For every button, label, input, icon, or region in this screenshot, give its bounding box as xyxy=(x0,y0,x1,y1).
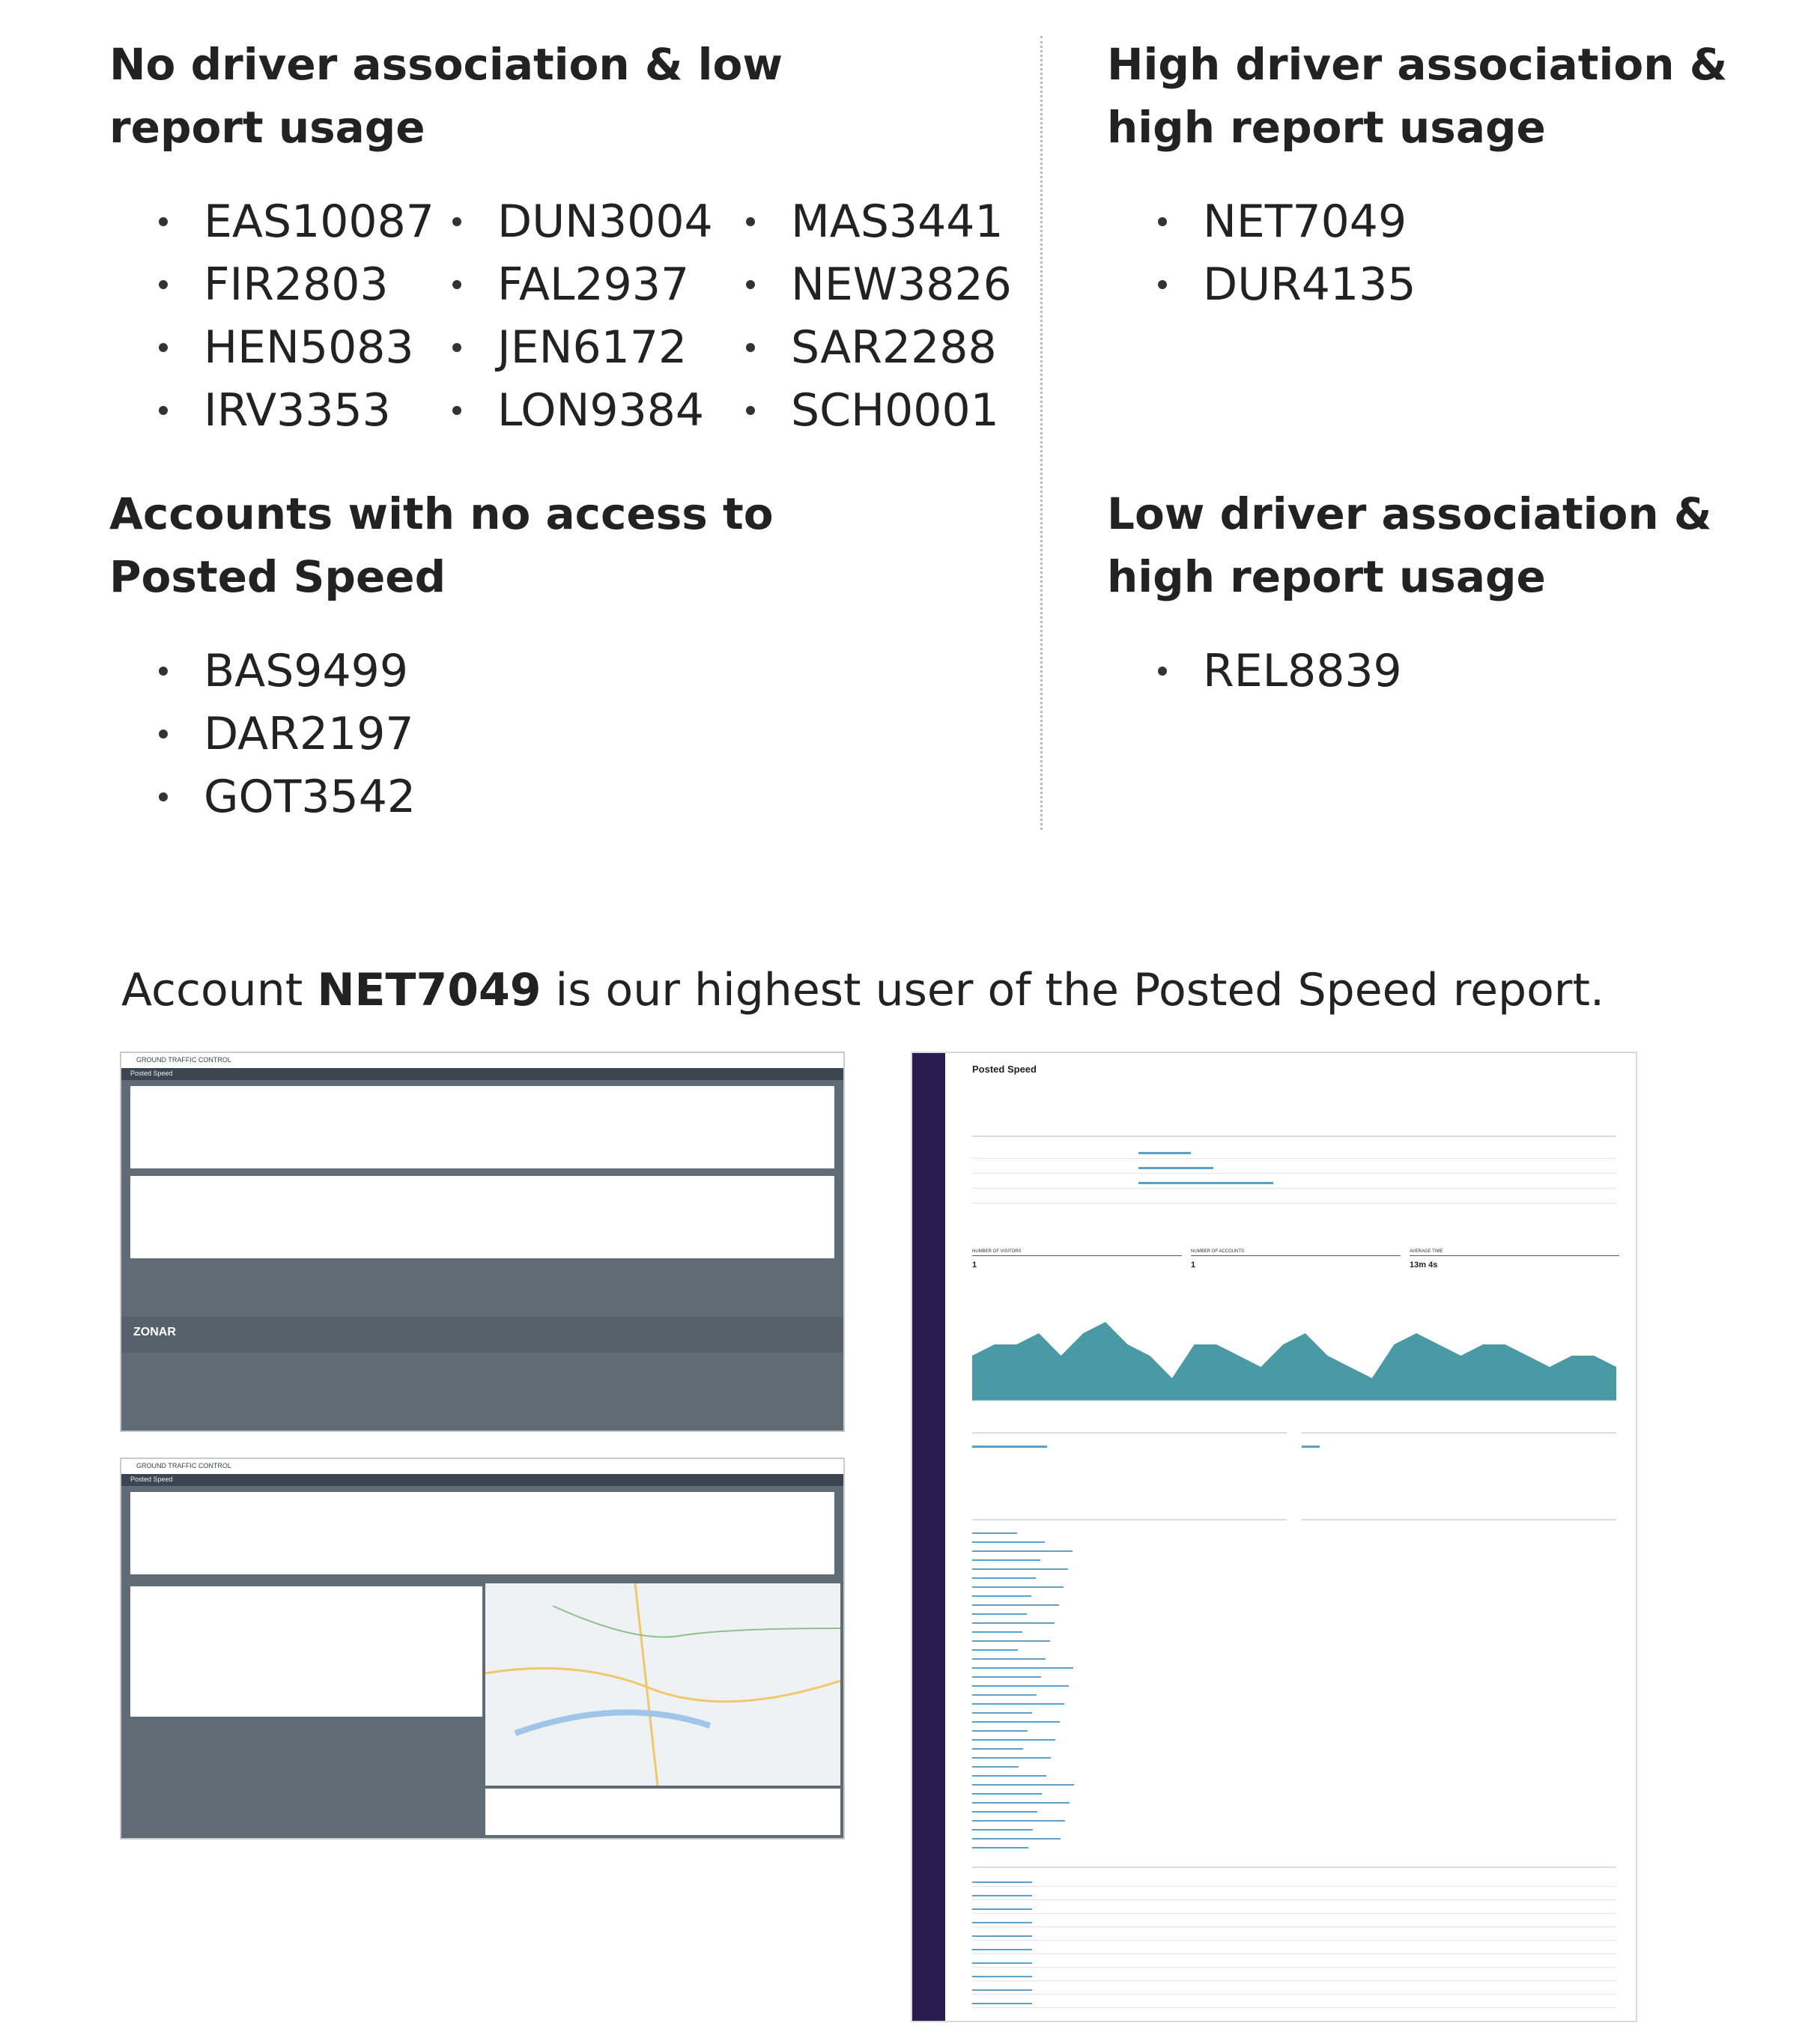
event-row-link[interactable] xyxy=(972,1962,1032,1964)
stat-label: AVERAGE TIME xyxy=(1410,1249,1619,1256)
feature-row-link[interactable] xyxy=(972,1658,1046,1660)
details-row xyxy=(972,1203,1616,1204)
feature-row-link[interactable] xyxy=(972,1685,1069,1687)
column-divider xyxy=(1040,36,1043,830)
event-row xyxy=(972,1913,1616,1914)
stat-value: 1 xyxy=(972,1261,977,1270)
gtc-filter-panel xyxy=(130,1086,834,1168)
account-id: FIR2803 xyxy=(204,258,389,311)
details-link[interactable] xyxy=(1138,1167,1213,1169)
event-row-link[interactable] xyxy=(972,1895,1032,1896)
gtc-results-table xyxy=(130,1176,834,1258)
feature-row-link[interactable] xyxy=(972,1703,1064,1705)
details-divider xyxy=(972,1135,1616,1137)
top-visitor-link[interactable] xyxy=(972,1446,1047,1448)
feature-row-link[interactable] xyxy=(972,1784,1074,1786)
screenshot-pendo-analytics xyxy=(911,1052,1637,2022)
stat-average-time xyxy=(1410,1249,1619,1270)
stat-label: NUMBER OF ACCOUNTS xyxy=(1191,1249,1401,1256)
feature-row-link[interactable] xyxy=(972,1550,1073,1552)
heading-no-driver-low-report: No driver association & low report usage xyxy=(109,39,783,153)
account-id: REL8839 xyxy=(1203,645,1402,697)
gtc-top-bar xyxy=(121,1459,843,1474)
account-id: LON9384 xyxy=(497,384,705,437)
event-row-link[interactable] xyxy=(972,2003,1032,2004)
feature-row-link[interactable] xyxy=(972,1739,1055,1741)
feature-row-link[interactable] xyxy=(972,1766,1019,1768)
feature-row-link[interactable] xyxy=(972,1793,1042,1795)
feature-row-link[interactable] xyxy=(972,1631,1022,1633)
account-id: DAR2197 xyxy=(204,708,414,760)
details-link[interactable] xyxy=(1138,1152,1191,1154)
details-row xyxy=(972,1158,1616,1159)
bullet xyxy=(1158,280,1167,289)
top-accounts-divider xyxy=(1302,1432,1616,1434)
account-id: DUR4135 xyxy=(1203,258,1416,311)
gtc-top-bar xyxy=(121,1053,843,1068)
event-row-link[interactable] xyxy=(972,1976,1032,1977)
feature-row-link[interactable] xyxy=(972,1721,1060,1723)
feature-row-link[interactable] xyxy=(972,1730,1028,1732)
bullet xyxy=(452,343,461,352)
details-row xyxy=(972,1173,1616,1174)
event-row xyxy=(972,1899,1616,1900)
feature-row-link[interactable] xyxy=(972,1613,1027,1615)
gtc-page-bar xyxy=(121,1068,843,1080)
feature-row-link[interactable] xyxy=(972,1712,1032,1714)
caption-suffix: is our highest user of the Posted Speed report. xyxy=(541,964,1605,1016)
account-id: FAL2937 xyxy=(497,258,690,311)
usage-area-chart xyxy=(972,1303,1616,1416)
event-row xyxy=(972,1967,1616,1968)
feature-row-link[interactable] xyxy=(972,1829,1033,1831)
event-row-link[interactable] xyxy=(972,1949,1032,1950)
feature-row-link[interactable] xyxy=(972,1757,1051,1759)
feature-row-link[interactable] xyxy=(972,1802,1070,1804)
account-id: NET7049 xyxy=(1203,195,1407,248)
bullet xyxy=(746,406,755,415)
gtc-filter-panel xyxy=(130,1492,834,1574)
gtc-page-title: Posted Speed xyxy=(130,1476,173,1483)
account-id: NEW3826 xyxy=(791,258,1012,311)
bullet xyxy=(159,280,168,289)
feature-row-link[interactable] xyxy=(972,1847,1028,1849)
caption-prefix: Account xyxy=(121,964,318,1016)
feature-row-link[interactable] xyxy=(972,1775,1046,1777)
bullet xyxy=(746,217,755,226)
stat-visitors xyxy=(972,1249,1182,1270)
account-id: JEN6172 xyxy=(497,321,688,374)
account-id: HEN5083 xyxy=(204,321,414,374)
map-roads xyxy=(485,1583,840,1786)
caption xyxy=(121,959,1604,1022)
guides-divider xyxy=(1302,1519,1616,1520)
event-row-link[interactable] xyxy=(972,1922,1032,1923)
feature-row-link[interactable] xyxy=(972,1595,1031,1597)
bullet xyxy=(159,730,168,739)
heading-low-driver-high-report: Low driver association & high report usage xyxy=(1107,488,1712,602)
bullet xyxy=(159,406,168,415)
feature-row-link[interactable] xyxy=(972,1748,1023,1750)
event-row-link[interactable] xyxy=(972,1881,1032,1883)
gtc-app-title: GROUND TRAFFIC CONTROL xyxy=(136,1056,231,1064)
stat-label: NUMBER OF VISITORS xyxy=(972,1249,1182,1256)
account-id: GOT3542 xyxy=(204,771,416,823)
features-divider xyxy=(972,1519,1287,1520)
gtc-page-title: Posted Speed xyxy=(130,1070,173,1077)
feature-row-link[interactable] xyxy=(972,1838,1061,1840)
feature-row-link[interactable] xyxy=(972,1649,1018,1651)
gtc-chart-panel xyxy=(485,1789,840,1835)
gtc-map-panel xyxy=(485,1583,840,1786)
stat-accounts xyxy=(1191,1249,1401,1270)
event-row xyxy=(972,2007,1616,2008)
account-id: SCH0001 xyxy=(791,384,999,437)
bullet xyxy=(159,667,168,676)
bullet xyxy=(746,280,755,289)
account-id: IRV3353 xyxy=(204,384,391,437)
account-id: BAS9499 xyxy=(204,645,408,697)
bullet xyxy=(159,792,168,801)
event-row-link[interactable] xyxy=(972,1908,1032,1910)
account-id: DUN3004 xyxy=(497,195,713,248)
caption-account: NET7049 xyxy=(317,964,542,1016)
event-row-link[interactable] xyxy=(972,1989,1032,1991)
bullet xyxy=(452,406,461,415)
gtc-brand-logo: ZONAR xyxy=(133,1326,176,1338)
heading-high-driver-high-report: High driver association & high report usage xyxy=(1107,39,1728,153)
feature-row-link[interactable] xyxy=(972,1811,1037,1813)
event-row xyxy=(972,1926,1616,1927)
pendo-sidebar xyxy=(912,1053,945,2021)
bullet xyxy=(746,343,755,352)
pendo-page-title: Posted Speed xyxy=(972,1064,1037,1075)
bullet xyxy=(452,280,461,289)
feature-row-link[interactable] xyxy=(972,1559,1040,1561)
feature-row-link[interactable] xyxy=(972,1532,1017,1534)
event-breakdown-divider xyxy=(972,1866,1616,1868)
account-id: SAR2288 xyxy=(791,321,997,374)
event-row-link[interactable] xyxy=(972,1935,1032,1937)
bullet xyxy=(1158,667,1167,676)
bullet xyxy=(159,343,168,352)
feature-row-link[interactable] xyxy=(972,1586,1064,1588)
event-row xyxy=(972,1886,1616,1887)
heading-no-access: Accounts with no access to Posted Speed xyxy=(109,488,774,602)
feature-row-link[interactable] xyxy=(972,1820,1065,1822)
gtc-footer xyxy=(121,1317,843,1353)
top-visitors-divider xyxy=(972,1432,1287,1434)
stat-value: 1 xyxy=(1191,1261,1196,1270)
event-row xyxy=(972,1994,1616,1995)
event-row xyxy=(972,1940,1616,1941)
feature-row-link[interactable] xyxy=(972,1541,1045,1543)
bullet xyxy=(159,217,168,226)
feature-row-link[interactable] xyxy=(972,1577,1036,1579)
feature-row-link[interactable] xyxy=(972,1640,1050,1642)
bullet xyxy=(452,217,461,226)
top-account-link[interactable] xyxy=(1302,1446,1320,1448)
account-id: EAS10087 xyxy=(204,195,434,248)
screenshot-gtc-map xyxy=(120,1458,845,1840)
feature-row-link[interactable] xyxy=(972,1604,1059,1606)
details-row xyxy=(972,1188,1616,1189)
gtc-page-bar xyxy=(121,1474,843,1486)
gtc-results-table xyxy=(130,1586,482,1717)
feature-row-link[interactable] xyxy=(972,1568,1068,1570)
usage-area xyxy=(972,1322,1616,1401)
bullet xyxy=(1158,217,1167,226)
event-row xyxy=(972,1953,1616,1954)
screenshot-gtc-table xyxy=(120,1052,845,1432)
feature-row-link[interactable] xyxy=(972,1676,1041,1678)
account-id: MAS3441 xyxy=(791,195,1004,248)
feature-row-link[interactable] xyxy=(972,1694,1037,1696)
event-row xyxy=(972,1980,1616,1981)
gtc-app-title: GROUND TRAFFIC CONTROL xyxy=(136,1462,231,1470)
feature-row-link[interactable] xyxy=(972,1622,1055,1624)
feature-row-link[interactable] xyxy=(972,1667,1073,1669)
stat-value: 13m 4s xyxy=(1410,1261,1438,1270)
details-link[interactable] xyxy=(1138,1182,1273,1184)
